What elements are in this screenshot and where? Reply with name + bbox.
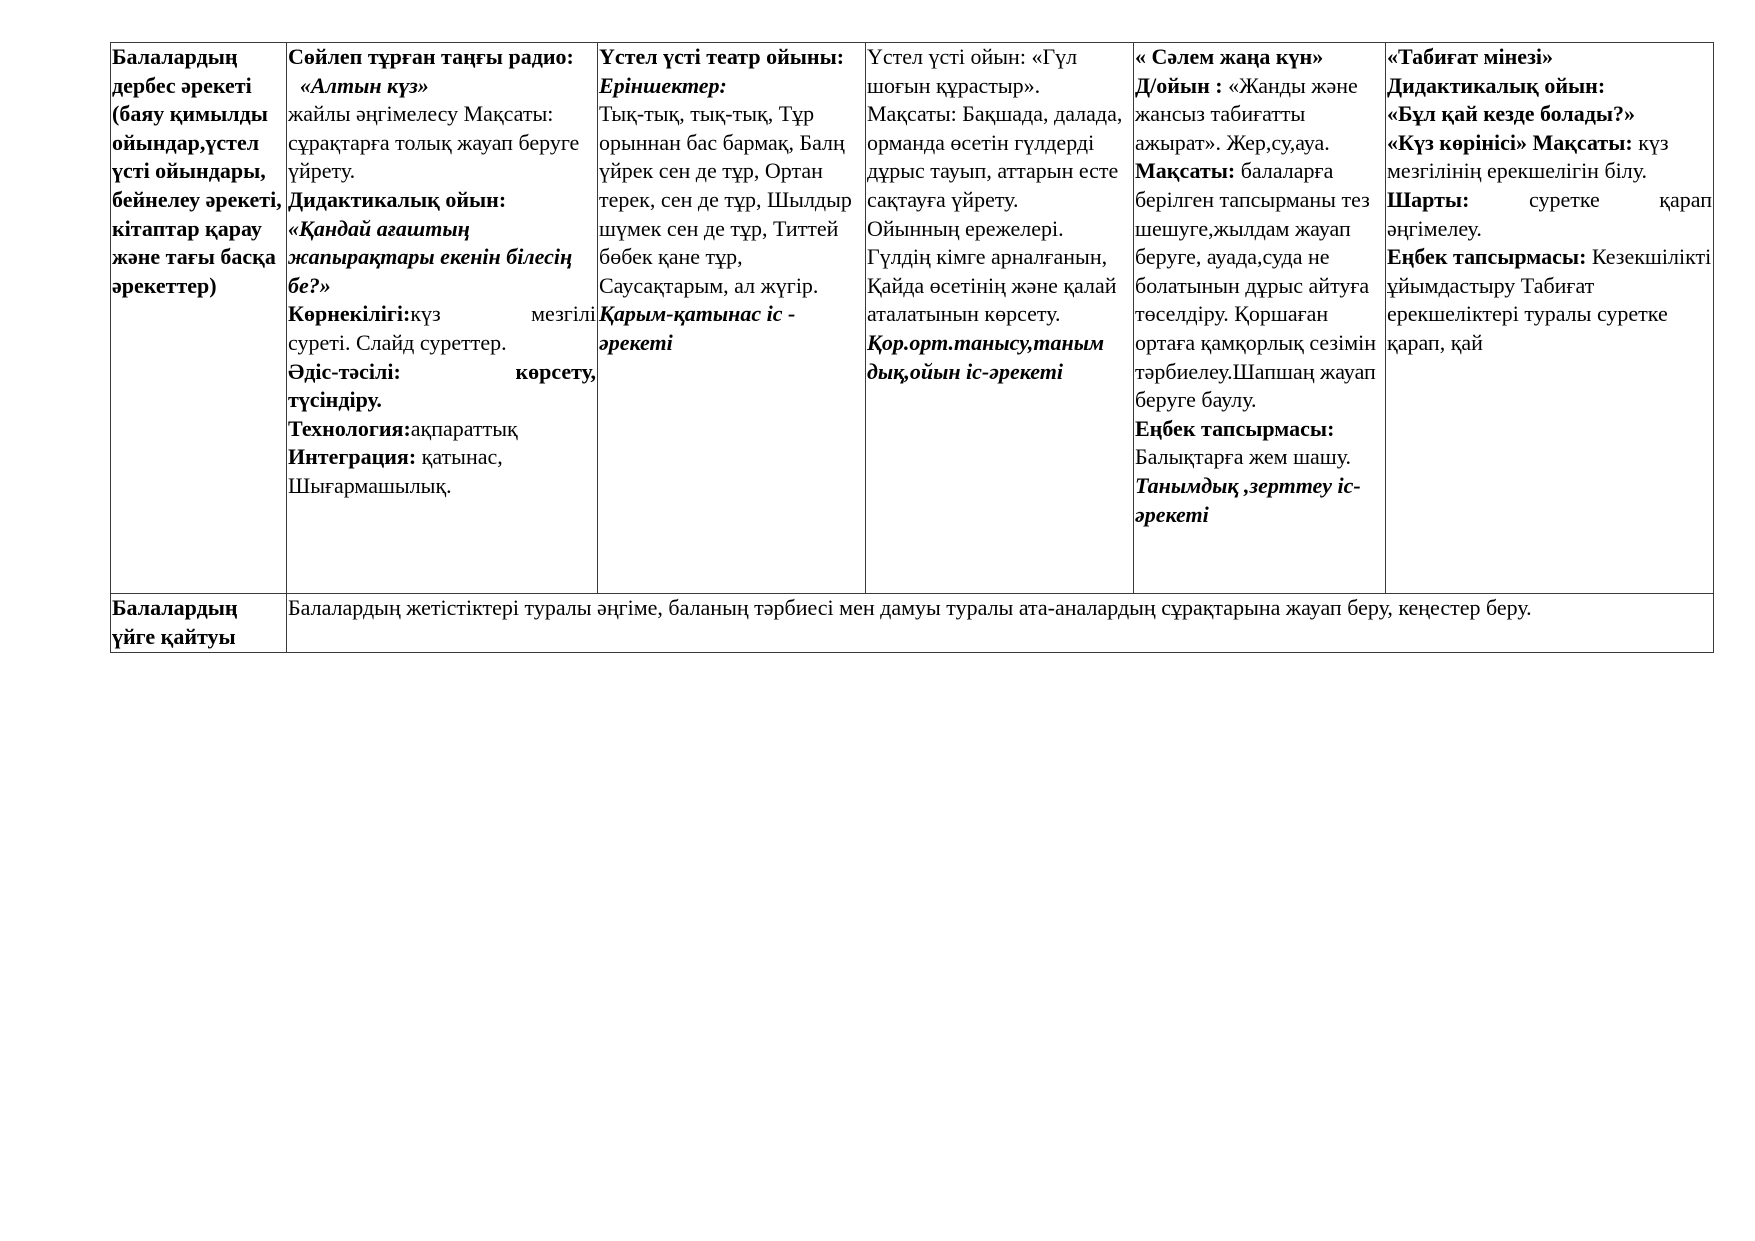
going-home-cell — [287, 594, 1714, 653]
hello-day-footer: Танымдық ,зерттеу іс- әрекеті — [1135, 472, 1361, 527]
table-theatre-footer: Қарым-қатынас іс - әрекеті — [599, 301, 796, 355]
table-theatre-cell — [598, 43, 866, 594]
method-rest: түсіндіру. — [288, 387, 382, 413]
nature-task-text: Кезекшілікті ұйымдастыру Табиғат ерекшеліктері туралы суретке қарап, қай — [1387, 244, 1712, 355]
hello-day-goal-text: балаларға берілген тапсырманы тез шешуге,жылдам жауап беруге, ауада,суда не болатынын дұрыс айтуға төселдіру. Қоршаған ортаға қамқорлық сезімін тәрбиелеу.Шапшаң жауап беруге баулу. — [1135, 158, 1377, 413]
plan-table — [110, 42, 1714, 653]
method-word: көрсету, — [515, 358, 596, 384]
morning-radio-title: Сөйлеп тұрған таңғы радио: — [288, 44, 574, 69]
morning-radio-subtitle: «Алтын күз» — [300, 72, 429, 98]
visual-aids-line — [288, 300, 596, 329]
table-theatre-title: Үстел үсті театр ойыны: — [599, 44, 845, 69]
going-home-text: Балалардың жетістіктері туралы әңгіме, баланың тәрбиесі мен дамуы туралы ата-аналардың сұрақтарына жауап беру, кеңестер беру. — [288, 595, 1532, 620]
hello-day-cell — [1134, 43, 1386, 594]
nature-game-label: Дидактикалық ойын: — [1387, 72, 1606, 98]
nature-subtitle: «Күз көрінісі» — [1387, 129, 1527, 155]
nature-title: «Табиғат мінезі» — [1387, 44, 1554, 69]
nature-condition-line — [1387, 186, 1712, 215]
visual-aids-word1: күз — [410, 301, 441, 327]
technology-label: Технология: — [288, 415, 411, 441]
hello-day-title: « Сәлем жаңа күн» — [1135, 44, 1324, 69]
nature-condition-rest: әңгімелеу. — [1387, 215, 1482, 241]
hello-day-task-text: Балықтарға жем шашу. — [1135, 444, 1352, 470]
nature-game-name: «Бұл қай кезде болады?» — [1387, 101, 1636, 127]
table-row — [111, 594, 1714, 653]
nature-task-label: Еңбек тапсырмасы: — [1387, 244, 1587, 270]
didactic-game-label: Дидактикалық ойын: — [288, 186, 507, 212]
hello-day-goal-label: Мақсаты: — [1135, 158, 1236, 184]
nature-condition-label: Шарты: — [1387, 186, 1470, 212]
nature-condition-word2: қарап — [1659, 186, 1712, 212]
morning-radio-cell — [287, 43, 598, 594]
technology-value: ақпараттық — [410, 415, 518, 441]
visual-aids-rest: суреті. Слайд суреттер. — [288, 329, 507, 355]
visual-aids-label: Көрнекілігі: — [288, 301, 411, 327]
table-game-text1: Үстел үсті ойын: «Гүл шоғын құрастыр». Мақсаты: Бақшада, далада, орманда өсетін гүлдерді дұрыс тауып, аттарын есте сақтауға үйрету. — [867, 44, 1123, 212]
table-theatre-text: Тық-тық, тық-тық, Тұр орыннан бас бармақ, Балң үйрек сен де тұр, Ортан терек, сен де тұр, Шылдыр шүмек сен де тұр, Титтей бөбек қане тұр, Саусақтарым, ал жүгір. — [599, 101, 852, 298]
table-game-footer: Қор.орт.танысу,таным дық,ойын іс-әрекеті — [867, 329, 1105, 384]
nature-condition-word1: суретке — [1528, 186, 1600, 212]
table-game-text2: Ойынның ережелері. Гүлдің кімге арналғанын, Қайда өсетінің және қалай аталатынын көрсету. — [867, 215, 1117, 327]
hello-day-game-label: Д/ойын : — [1135, 72, 1223, 98]
hello-day-game-text: «Жанды және жансыз табиғатты ажырат». Жер,су,ауа. — [1135, 72, 1358, 155]
nature-goal-text: күз мезгілінің ерекшелігін білу. — [1387, 129, 1669, 184]
table-row — [111, 43, 1714, 594]
hello-day-task-label: Еңбек тапсырмасы: — [1135, 415, 1335, 441]
row-header: Балалардың дербес әрекеті (баяу қимылды ойындар,үстел үсті ойындары, бейнелеу әрекеті, кітаптар қарау және тағы басқа әрекеттер) — [112, 44, 282, 298]
method-label: Әдіс-тәсілі: — [288, 358, 401, 384]
morning-radio-goal: жайлы әңгімелесу Мақсаты: сұрақтарға толық жауап беруге үйрету. — [288, 101, 580, 184]
integration-value: қатынас, Шығармашылық. — [288, 444, 503, 498]
row-header: Балалардың үйге қайтуы — [112, 595, 238, 649]
nature-cell — [1386, 43, 1714, 594]
row-header-cell — [111, 43, 287, 594]
method-line — [288, 358, 596, 387]
visual-aids-word2: мезгілі — [531, 301, 596, 327]
row-header-cell — [111, 594, 287, 653]
didactic-game-name: «Қандай ағаштың жапырақтары екенін білесің бе?» — [288, 215, 573, 298]
integration-label: Интеграция: — [288, 444, 417, 470]
nature-goal-label: Мақсаты: — [1526, 129, 1633, 155]
table-theatre-subtitle: Ерiншектер: — [599, 72, 727, 98]
table-game-cell — [866, 43, 1134, 594]
